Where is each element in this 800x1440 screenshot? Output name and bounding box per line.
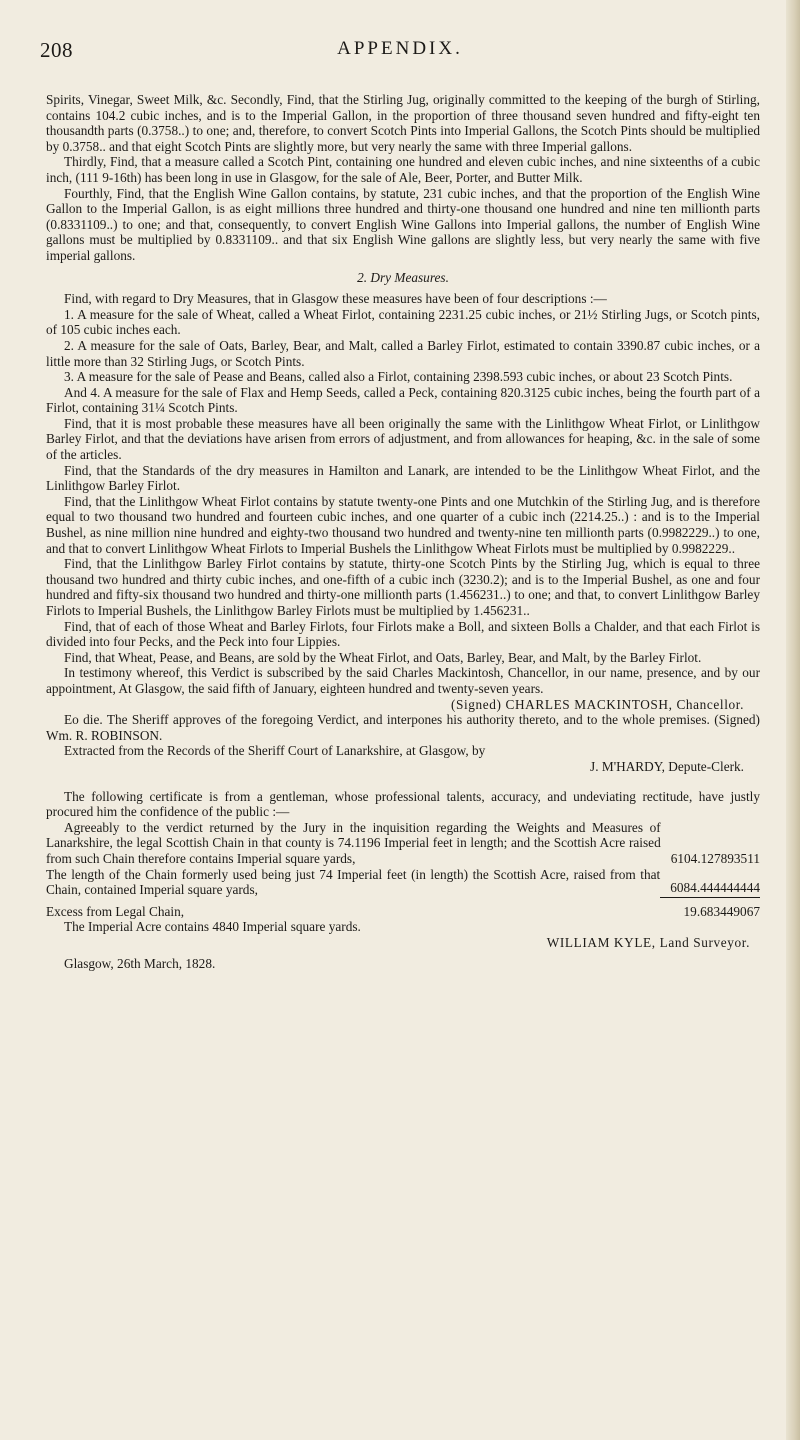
- paragraph-former-chain: The length of the Chain formerly used being just 74 Imperial feet (in length) the Scottish Acre, raised from that Chain, contained Imperial square yards,: [46, 866, 661, 898]
- paragraph-extracted: Extracted from the Records of the Sheriff Court of Lanarkshire, at Glasgow, by: [64, 743, 486, 759]
- section-heading-dry-measures: 2. Dry Measures.: [357, 269, 449, 285]
- paragraph-item-2: 2. A measure for the sale of Oats, Barley, Bear, and Malt, called a Barley Firlot, estimated to contain 3390.87 cubic inches, or a little more than 32 Stirling Jugs, or Scotch Pints.: [46, 337, 760, 369]
- paragraph-probable: Find, that it is most probable these measures have all been originally the same with the Linlithgow Wheat Firlot, or Linlithgow Barley Firlot, and that the deviations have arisen from errors of adjustment, and from allowances for heaping, &c. in the sale of some of the articles.: [46, 415, 760, 463]
- paragraph-item-4: And 4. A measure for the sale of Flax and Hemp Seeds, called a Peck, containing 820.3125 cubic inches, being the fourth part of a Firlot, containing 31¼ Scotch Pints.: [46, 384, 760, 416]
- paragraph-sold: Find, that Wheat, Pease, and Beans, are sold by the Wheat Firlot, and Oats, Barley, Bear, and Malt, by the Barley Firlot.: [64, 649, 702, 665]
- page-edge: [786, 0, 800, 1440]
- paragraph-thirdly: Thirdly, Find, that a measure called a Scotch Pint, containing one hundred and eleven cubic inches, and nine sixteenths of a cubic inch, (111 9-16th) has been long in use in Glasgow, for the sale of Ale, Beer, Porter, and Butter Milk.: [46, 154, 760, 185]
- paragraph-item-1: 1. A measure for the sale of Wheat, called a Wheat Firlot, containing 2231.25 cubic inches, or 21½ Stirling Jugs, or Scotch pints, of 105 cubic inches each.: [46, 306, 760, 338]
- paragraph-testimony: In testimony whereof, this Verdict is subscribed by the said Charles Mackintosh, Chancellor, in our name, presence, and by our appointment, At Glasgow, the said fifth of January, eighteen hundred and twenty-seven years.: [46, 665, 760, 696]
- paragraph-item-3: 3. A measure for the sale of Pease and Beans, called also a Firlot, containing 2398.593 cubic inches, or about 23 Scotch Pints.: [64, 369, 733, 385]
- value-excess: 19.683449067: [683, 903, 760, 919]
- paragraph-agreeably: Agreeably to the verdict returned by the Jury in the inquisition regarding the Weights and Measures of Lanarkshire, the legal Scottish Chain in that county is 74.1196 Imperial feet in length; and the Scottish Acre raised from such Chain therefore contains Imperial square yards,: [46, 819, 661, 866]
- paragraph-wheat-firlot: Find, that the Linlithgow Wheat Firlot contains by statute twenty-one Pints and one Mutchkin of the Stirling Jug, and is therefore equal to two thousand two hundred and fourteen cubic inches, and one quarter of a cubic inch (2214.25..) : and is to the Imperial Bushel, as nine million nine hundred and eighty-two thousand two hundred and twenty-nine ten millionth parts (0.9982229..) to one, and that to convert Linlithgow Wheat Firlots to Imperial Bushels the Linlithgow Wheat Firlots must be multiplied by 0.9982229..: [46, 493, 760, 556]
- dateline: Glasgow, 26th March, 1828.: [64, 956, 216, 972]
- signature-surveyor: WILLIAM KYLE, Land Surveyor.: [546, 934, 750, 950]
- row-former-chain: [46, 867, 760, 898]
- running-head: APPENDIX.: [337, 38, 463, 59]
- paragraph-standards: Find, that the Standards of the dry measures in Hamilton and Lanark, are intended to be the Linlithgow Wheat Firlot, and the Linlithgow Barley Firlot.: [46, 462, 760, 494]
- page-header: [40, 38, 760, 64]
- paragraph-certificate: The following certificate is from a gentleman, whose professional talents, accuracy, and undeviating rectitude, have justly procured him the confidence of the public :—: [46, 788, 760, 820]
- paragraph-excess: Excess from Legal Chain,: [46, 903, 185, 919]
- paragraph-boll: Find, that of each of those Wheat and Barley Firlots, four Firlots make a Boll, and sixteen Bolls a Chalder, and that each Firlot is divided into four Pecks, and the Peck into four Lippies.: [46, 618, 760, 650]
- page-number: 208: [40, 38, 73, 62]
- paragraph-spirits: Spirits, Vinegar, Sweet Milk, &c. Secondly, Find, that the Stirling Jug, originally committed to the keeping of the burgh of Stirling, contains 104.2 cubic inches, and is to the Imperial Gallon, in the proportion of three thousand seven hundred and fifty-eight ten thousandth parts (0.3758..) to one; and, therefore, to convert Scotch Pints into Imperial Gallons, the Scotch Pints should be multiplied by 0.3758.. and that eight Scotch Pints are slightly more, but very nearly the same with three Imperial gallons.: [46, 92, 760, 154]
- page-body: [46, 92, 760, 972]
- value-scottish-acre: 6104.127893511: [670, 850, 760, 866]
- paragraph-fourthly: Fourthly, Find, that the English Wine Gallon contains, by statute, 231 cubic inches, and that the proportion of the English Wine Gallon to the Imperial Gallon, is as eight millions three hundred and thirty-one thousand one hundred and nine ten millionth parts (0.8331109..) to one; and that, consequently, to convert English Wine Gallons into Imperial gallons, the number of English Wine gallons must be multiplied by 0.8331109.. and that six English Wine gallons are slightly less, but very nearly the same with five imperial gallons.: [46, 185, 760, 263]
- value-former-acre: 6084.444444444: [660, 880, 760, 898]
- row-excess: [46, 904, 760, 920]
- signature-chancellor: (Signed) CHARLES MACKINTOSH, Chancellor.: [450, 696, 744, 712]
- paragraph-imperial-acre: The Imperial Acre contains 4840 Imperial square yards.: [64, 919, 361, 935]
- paragraph-barley-firlot: Find, that the Linlithgow Barley Firlot contains by statute, thirty-one Scotch Pints by the Stirling Jug, which is equal to three thousand two hundred and thirty cubic inches, and one-fifth of a cubic inch (3230.2); and is to the Imperial Bushel, as one and four hundred and fifty-six thousand two hundred and thirty-one millionth parts (1.456231..) to one; and that, to convert Linlithgow Barley Firlots to Imperial Bushels, the Linlithgow Barley Firlots must be multiplied by 1.456231..: [46, 556, 760, 618]
- signature-clerk: J. M'HARDY, Depute-Clerk.: [590, 758, 744, 774]
- row-scottish-acre: [46, 820, 760, 867]
- paragraph-eo-die: Eo die. The Sheriff approves of the foregoing Verdict, and interpones his authority thereto, and to the whole premises. (Signed) Wm. R. ROBINSON.: [46, 712, 760, 743]
- paragraph-find-dry: Find, with regard to Dry Measures, that in Glasgow these measures have been of four descriptions :—: [64, 291, 607, 307]
